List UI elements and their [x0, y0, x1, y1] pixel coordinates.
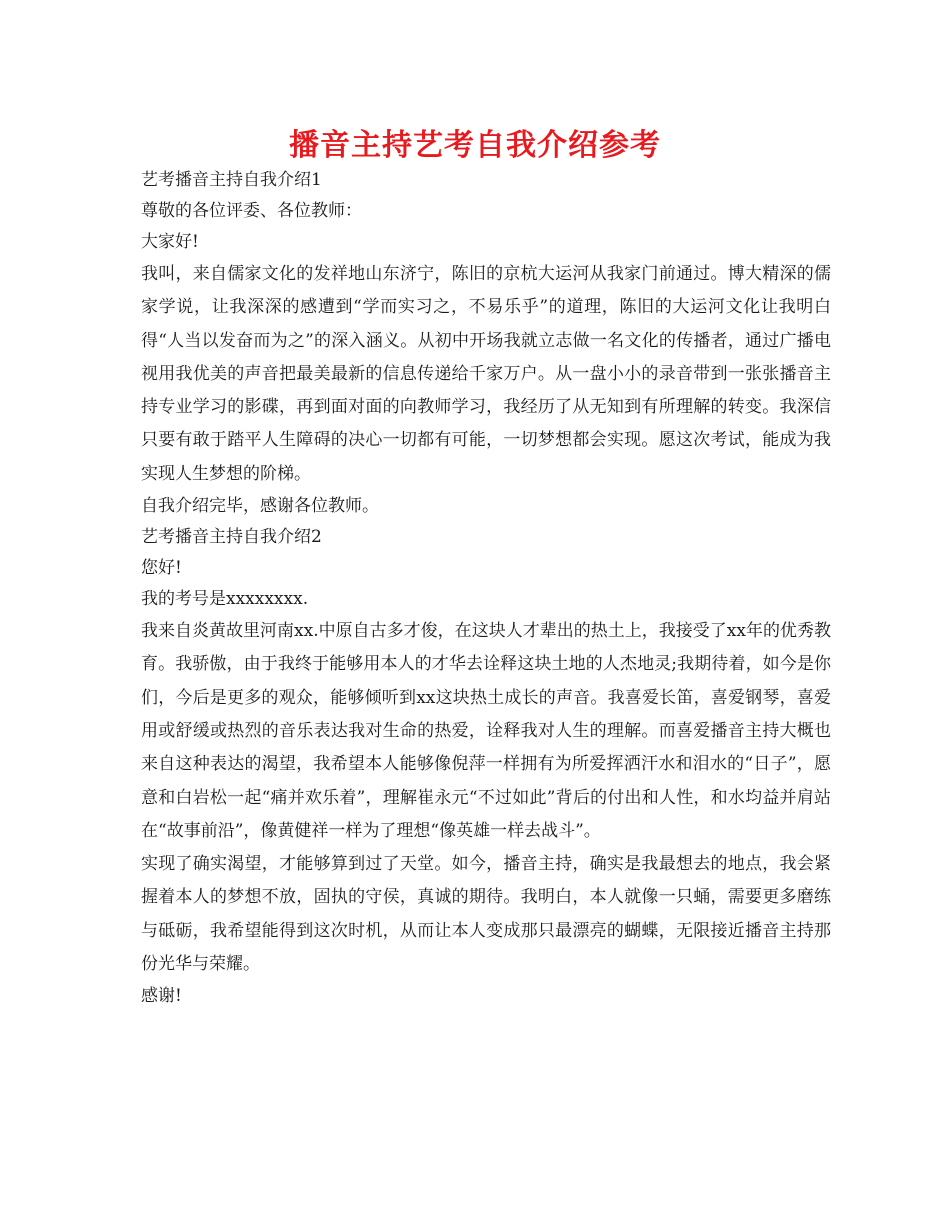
intro-paragraph-2: 我来自炎黄故里河南xx.中原自古多才俊，在这块人才辈出的热土上，我接受了xx年的优秀教育。我骄傲，由于我终于能够用本人的才华去诠释这块土地的人杰地灵;我期待着，如今是你们，今后是更多的观众，能够倾听到xx这块热土成长的声音。我喜爱长笛，喜爱钢琴，喜爱用或舒缓或热烈的音乐表达我对生命的热爱，诠释我对人生的理解。而喜爱播音主持大概也来自这种表达的渴望，我希望本人能够像倪萍一样拥有为所爱挥洒汗水和泪水的“日子”，愿意和白岩松一起“痛并欢乐着”，理解崔永元“不过如此”背后的付出和人性，和水均益并肩站在“故事前沿”，像黄健祥一样为了理想“像英雄一样去战斗”。 — [141, 621, 831, 841]
document-title: 播音主持艺考自我介绍参考 — [289, 128, 661, 163]
exam-number-line: 我的考号是xxxxxxxx. — [141, 589, 309, 610]
intro-paragraph-3: 实现了确实渴望，才能够算到过了天堂。如今，播音主持，确实是我最想去的地点，我会紧握着本人的梦想不放，固执的守侯，真诚的期待。我明白，本人就像一只蛹，需要更多磨练与砥砺，我希望能得到这次时机，从而让本人变成那只最漂亮的蝴蝶，无限接近播音主持那份光华与荣耀。 — [141, 854, 831, 975]
section-heading-1: 艺考播音主持自我介绍1 — [141, 170, 322, 190]
closing-line-1: 自我介绍完毕，感谢各位教师。 — [141, 496, 379, 517]
thanks-line: 感谢! — [141, 986, 182, 1007]
greeting: 大家好! — [141, 232, 199, 252]
section-heading-2: 艺考播音主持自我介绍2 — [141, 527, 322, 548]
greeting-2: 您好! — [141, 558, 182, 579]
document-body — [141, 165, 831, 1012]
intro-paragraph-1: 我叫，来自儒家文化的发祥地山东济宁，陈旧的京杭大运河从我家门前通过。博大精深的儒家学说，让我深深的感遭到“学而实习之，不易乐乎”的道理，陈旧的大运河文化让我明白得“人当以发奋而为之”的深入涵义。从初中开场我就立志做一名文化的传播者，通过广播电视用我优美的声音把最美最新的信息传递给千家万户。从一盘小小的录音带到一张张播音主持专业学习的影碟，再到面对面的向教师学习，我经历了从无知到有所理解的转变。我深信只要有敢于踏平人生障碍的决心一切都有可能，一切梦想都会实现。愿这次考试，能成为我实现人生梦想的阶梯。 — [141, 264, 831, 484]
salutation: 尊敬的各位评委、各位教师： — [141, 201, 362, 221]
